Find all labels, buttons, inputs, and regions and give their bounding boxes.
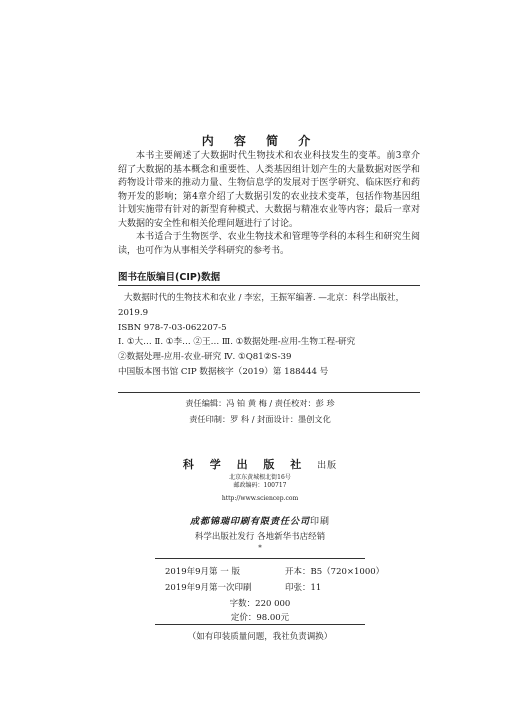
printer-line — [0, 514, 520, 527]
production-credits: 责任印制：罗 科 / 封面设计：墨创文化 — [189, 414, 331, 424]
cip-block — [118, 291, 420, 380]
printer-suffix: 印刷 — [310, 517, 331, 527]
impression-row — [165, 581, 385, 593]
publisher-name — [0, 456, 520, 472]
distribution-line: 科学出版社发行 各地新华书店经销 — [194, 532, 326, 542]
abstract-paragraph-1: 本书主要阐述了大数据时代生物技术和农业科技发生的变革。前3章介绍了大数据的基本概念和重要性、人类基因组计划产生的大量数据对医学和药物设计带来的推动力量、生物信息学的发展对于医学研究、临床医疗和药物开发的影响；第4章介绍了大数据引发的农业技术变革，包括作物基因组计划实施带有针对的新型育种模式、大数据与精准农业等内容；最后一章对大数据的安全性和相关伦理问题进行了讨论。 — [118, 151, 420, 229]
publisher-suffix: 出版 — [317, 461, 338, 471]
abstract-paragraph-2: 本书适合于生物医学、农业生物技术和管理等学科的本科生和研究生阅读，也可作为从事相关学科研究的参考书。 — [118, 232, 420, 256]
price: 定价：98.00元 — [230, 613, 290, 623]
edition-top-rule — [155, 558, 365, 559]
cip-bottom-rule — [118, 392, 420, 393]
cip-line-subjects-1: Ⅰ. ①大… Ⅱ. ①李… ②王… Ⅲ. ①数据处理-应用-生物工程-研究 — [118, 337, 356, 348]
cip-line-year: 2019.9 — [118, 307, 149, 318]
impression-label: 2019年9月第一次印刷 — [165, 583, 252, 593]
sheets-label: 印张：11 — [285, 583, 322, 593]
cip-line-record-number: 中国版本图书馆 CIP 数据核字（2019）第 188444 号 — [118, 366, 329, 377]
printer-name: 成都锦瑞印刷有限责任公司 — [189, 517, 310, 527]
editor-credits: 责任编辑：冯 铂 黄 梅 / 责任校对：彭 珍 — [185, 398, 335, 408]
publisher-address: 北京东黄城根北街16号 — [229, 474, 291, 481]
cip-heading: 图书在版编目(CIP)数据 — [118, 272, 221, 283]
edition-label: 2019年9月第 一 版 — [165, 567, 240, 577]
publisher-logo-text: 科 学 出 版 社 — [182, 458, 308, 471]
cip-line-isbn: ISBN 978-7-03-062207-5 — [118, 322, 227, 333]
cip-top-rule — [118, 285, 420, 286]
page-title: 内 容 简 介 — [201, 134, 319, 148]
format-label: 开本：B5（720×1000） — [285, 567, 385, 577]
word-count: 字数：220 000 — [229, 599, 291, 609]
abstract-section — [118, 150, 420, 258]
edition-row — [165, 565, 385, 577]
cip-line-title: 大数据时代的生物技术和农业 / 李宏，王振军编著. —北京：科学出版社， — [124, 293, 405, 303]
publisher-website: http://www.sciencep.com — [221, 495, 299, 502]
quality-notice: （如有印装质量问题，我社负责调换） — [187, 632, 333, 642]
separator-star: * — [258, 544, 262, 552]
cip-line-subjects-2: ②数据处理-应用-农业-研究 Ⅳ. ①Q81②S-39 — [118, 352, 292, 363]
edition-bottom-rule — [155, 624, 365, 625]
publisher-postcode: 邮政编码：100717 — [233, 482, 287, 489]
